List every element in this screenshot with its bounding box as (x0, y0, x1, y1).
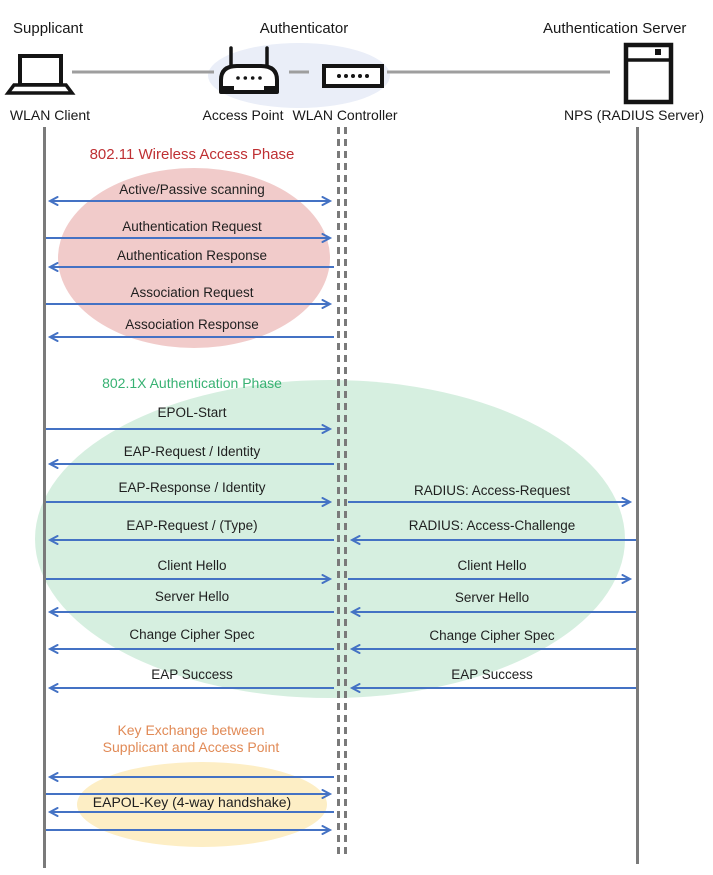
msg-eap-success-right: EAP Success (451, 667, 533, 682)
msg-eap-request-type: EAP-Request / (Type) (126, 518, 258, 533)
msg-authentication-response: Authentication Response (116, 248, 268, 263)
msg-eapol-key-handshake: EAPOL-Key (4-way handshake) (92, 794, 292, 810)
msg-epol-start: EPOL-Start (157, 405, 227, 420)
msg-association-request: Association Request (130, 285, 254, 300)
msg-eap-response-identity: EAP-Response / Identity (118, 480, 266, 495)
msg-association-response: Association Response (125, 317, 259, 332)
role-authenticator: Authenticator (259, 20, 349, 37)
msg-change-cipher-spec-left: Change Cipher Spec (129, 627, 255, 642)
msg-server-hello-right: Server Hello (454, 590, 530, 605)
msg-radius-access-request: RADIUS: Access-Request (413, 483, 571, 498)
msg-client-hello-left: Client Hello (157, 558, 227, 573)
role-supplicant: Supplicant (13, 20, 84, 37)
label-wlan-client: WLAN Client (9, 107, 91, 123)
label-wlan-controller: WLAN Controller (292, 107, 398, 123)
phase-title-key-exchange: Key Exchange between Supplicant and Access Point (102, 722, 280, 755)
msg-change-cipher-spec-right: Change Cipher Spec (429, 628, 555, 643)
label-access-point: Access Point (202, 107, 284, 123)
msg-client-hello-right: Client Hello (457, 558, 527, 573)
phase-title-authentication: 802.1X Authentication Phase (102, 375, 282, 391)
msg-server-hello-left: Server Hello (154, 589, 230, 604)
msg-active-passive-scanning: Active/Passive scanning (119, 182, 265, 197)
msg-eap-success-left: EAP Success (151, 667, 233, 682)
msg-eap-request-identity: EAP-Request / Identity (123, 444, 261, 459)
label-nps-radius-server: NPS (RADIUS Server) (563, 107, 705, 123)
msg-authentication-request: Authentication Request (122, 219, 262, 234)
msg-radius-access-challenge: RADIUS: Access-Challenge (408, 518, 576, 533)
phase-title-wireless-access: 802.11 Wireless Access Phase (89, 146, 295, 163)
role-authentication-server: Authentication Server (543, 20, 687, 37)
